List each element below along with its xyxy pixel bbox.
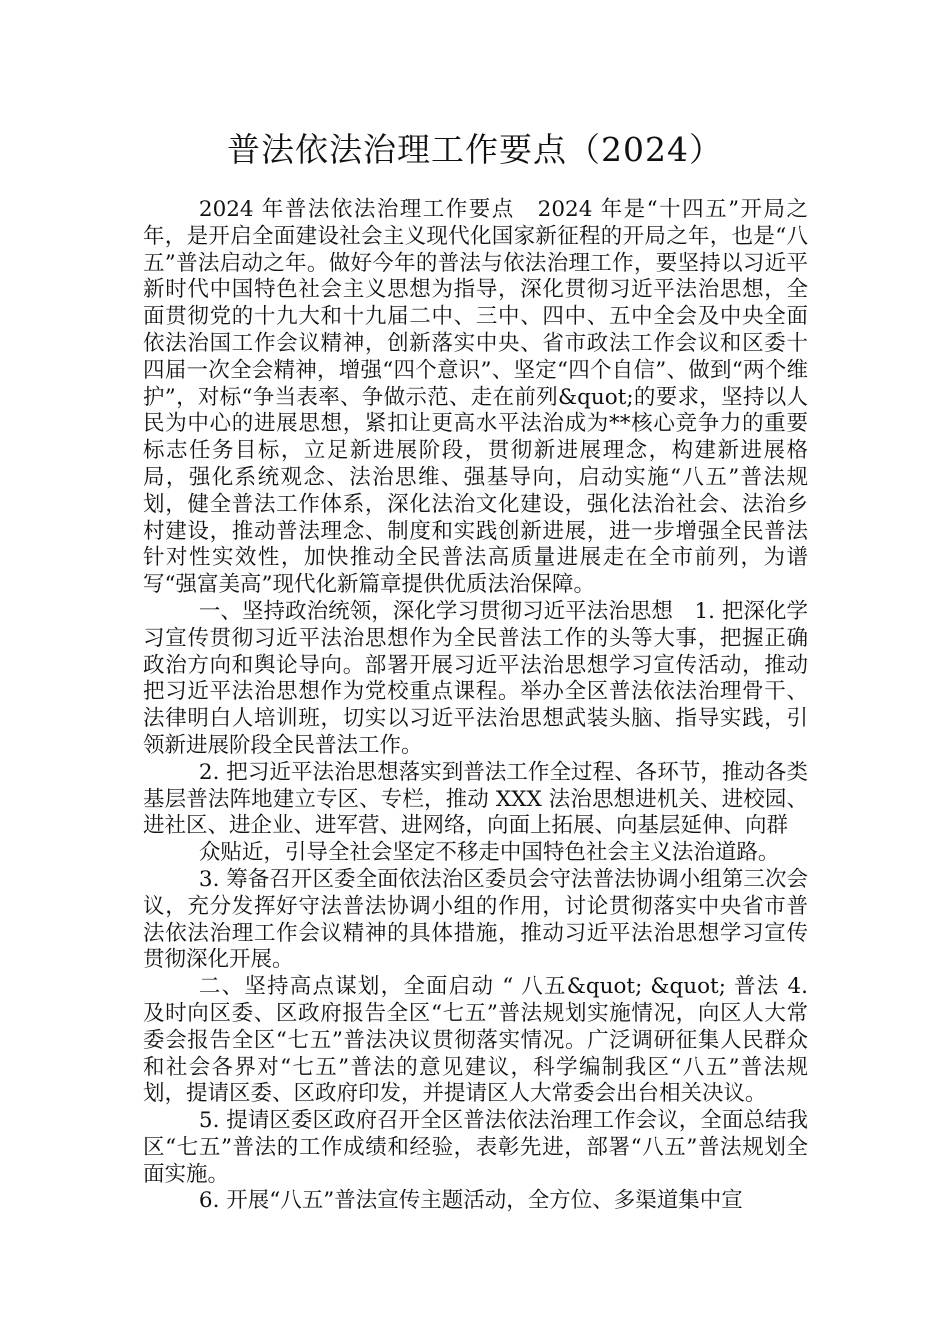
document-body — [143, 197, 808, 1215]
page-title: 普法依法治理工作要点（2024） — [227, 130, 723, 169]
paragraph: 2024 年普法依法治理工作要点 2024 年是“十四五”开局之年，是开启全面建设社会主义现代化国家新征程的开局之年，也是“八五”普法启动之年。做好今年的普法与依法治理工作，要坚持以习近平新时代中国特色社会主义思想为指导，深化贯彻习近平法治思想，全面贯彻党的十九大和十九届二中、三中、四中、五中全会及中央全面依法治国工作会议精神，创新落实中央、省市政法工作会议和区委十四届一次全会精神，增强“四个意识”、坚定“四个自信”、做到“两个维护”，对标“争当表率、争做示范、走在前列&quot;的要求，坚持以人民为中心的进展思想，紧扣让更高水平法治成为**核心竞争力的重要标志任务目标，立足新进展阶段，贯彻新进展理念，构建新进展格局，强化系统观念、法治思维、强基导向，启动实施“八五”普法规划，健全普法工作体系，深化法治文化建设，强化法治社会、法治乡村建设，推动普法理念、制度和实践创新进展，进一步增强全民普法针对性实效性，加快推动全民普法高质量进展走在全市前列，为谱写“强富美高”现代化新篇章提供优质法治保障。 — [143, 197, 808, 598]
paragraph: 一、坚持政治统领，深化学习贯彻习近平法治思想 1. 把深化学习宣传贯彻习近平法治思想作为全民普法工作的头等大事，把握正确政治方向和舆论导向。部署开展习近平法治思想学习宣传活动，推动把习近平法治思想作为党校重点课程。举办全区普法依法治理骨干、法律明白人培训班，切实以习近平法治思想武装头脑、指导实践，引领新进展阶段全民普法工作。 — [143, 598, 808, 758]
paragraph: 3. 筹备召开区委全面依法治区委员会守法普法协调小组第三次会议，充分发挥好守法普法协调小组的作用，讨论贯彻落实中央省市普法依法治理工作会议精神的具体措施，推动习近平法治思想学习宣传贯彻深化开展。 — [143, 866, 808, 973]
paragraph: 6. 开展“八五”普法宣传主题活动，全方位、多渠道集中宣 — [198, 1188, 743, 1214]
paragraph: 众贴近，引导全社会坚定不移走中国特色社会主义法治道路。 — [198, 840, 780, 866]
paragraph: 5. 提请区委区政府召开全区普法依法治理工作会议，全面总结我区“七五”普法的工作成绩和经验，表彰先进，部署“八五”普法规划全面实施。 — [143, 1108, 808, 1187]
paragraph: 2. 把习近平法治思想落实到普法工作全过程、各环节，推动各类基层普法阵地建立专区、专栏，推动 XXX 法治思想进机关、进校园、进社区、进企业、进军营、进网络，向面上拓展、向基层延伸、向群 — [143, 759, 808, 839]
paragraph: 二、坚持高点谋划，全面启动 “ 八五&quot; &quot; 普法 4. 及时向区委、区政府报告全区“七五”普法规划实施情况，向区人大常委会报告全区“七五”普法决议贯彻落实情况。广泛调研征集人民群众和社会各界对“七五”普法的意见建议，科学编制我区“八五”普法规划，提请区委、区政府印发，并提请区人大常委会出台相关决议。 — [143, 974, 808, 1107]
